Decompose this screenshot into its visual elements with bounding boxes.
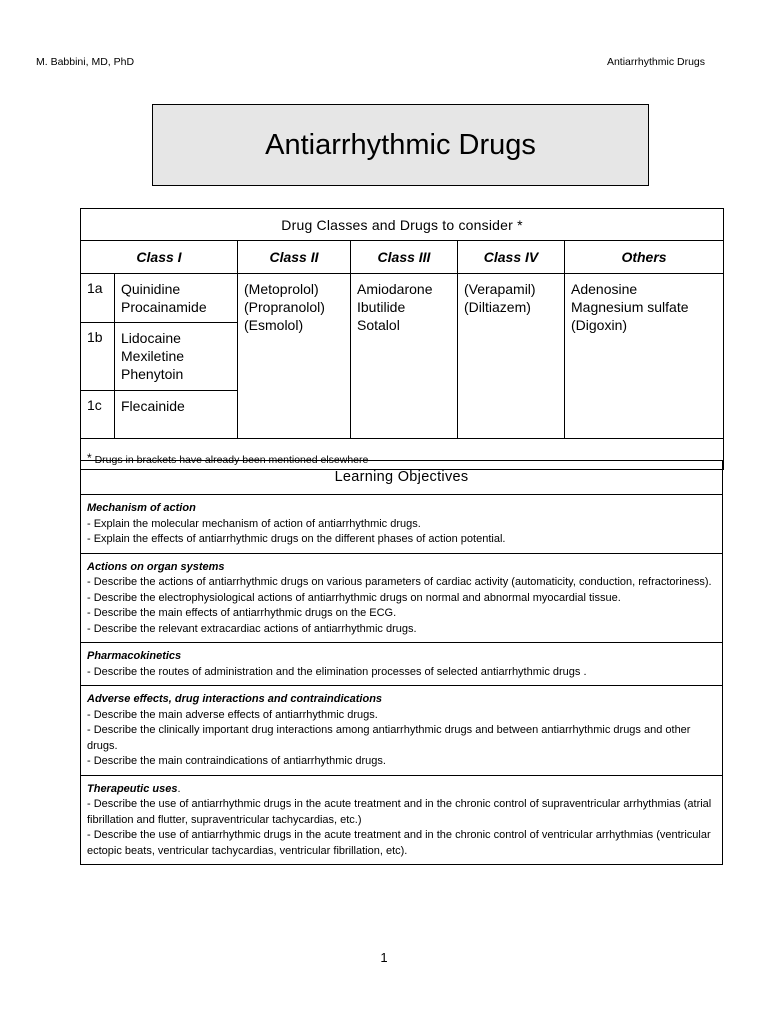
table-caption: Drug Classes and Drugs to consider * <box>81 209 724 241</box>
section-heading: Mechanism of action <box>87 502 196 514</box>
subclass-drugs-1c <box>115 391 238 439</box>
subclass-drugs-1b <box>115 323 238 391</box>
column-header-class-2: Class II <box>238 241 351 274</box>
objective-line: - Describe the routes of administration and the elimination processes of selected antiarrhythmic drugs . <box>87 665 587 678</box>
objective-line: - Describe the actions of antiarrhythmic drugs on various parameters of cardiac activity (automaticity, conduction, refractoriness). <box>87 576 712 588</box>
subclass-drugs-1a <box>115 274 238 323</box>
section-heading: Actions on organ systems <box>87 560 225 573</box>
objective-line: - Explain the molecular mechanism of action of antiarrhythmic drugs. <box>87 517 421 530</box>
objective-line: - Describe the main adverse effects of antiarrhythmic drugs. <box>87 708 378 721</box>
objective-line: - Describe the relevant extracardiac actions of antiarrhythmic drugs. <box>87 622 417 635</box>
drug-name: Quinidine <box>121 281 181 297</box>
section-heading: Therapeutic uses <box>87 782 178 795</box>
objective-line: - Describe the clinically important drug interactions among antiarrhythmic drugs and between antiarrhythmic drugs and other drugs. <box>87 724 691 752</box>
section-heading: Pharmacokinetics <box>87 650 182 662</box>
class-4-drugs <box>458 274 565 439</box>
objective-section-mechanism <box>81 495 722 554</box>
drug-name: Mexiletine <box>121 348 185 364</box>
subclass-label-1a: 1a <box>81 274 115 323</box>
class-3-drugs <box>351 274 458 439</box>
objective-section-pharmacokinetics <box>81 643 722 686</box>
drug-name: Flecainide <box>121 398 185 414</box>
objective-line: - Describe the main contraindications of antiarrhythmic drugs. <box>87 755 386 767</box>
drug-name: Adenosine <box>571 281 638 297</box>
section-heading: Adverse effects, drug interactions and contraindications <box>87 693 383 705</box>
objective-section-organ-systems <box>81 554 722 644</box>
learning-objectives-title: Learning Objectives <box>81 461 722 495</box>
drug-name: (Esmolol) <box>244 317 304 333</box>
drug-name: Sotalol <box>357 317 400 333</box>
title-box <box>152 104 649 186</box>
drug-name: (Metoprolol) <box>244 281 319 297</box>
running-header-topic: Antiarrhythmic Drugs <box>606 56 705 68</box>
objective-line: - Describe the main effects of antiarrhythmic drugs on the ECG. <box>87 607 397 619</box>
footnote-text: Drugs in brackets have already been mentioned elsewhere <box>94 454 369 466</box>
column-header-class-3: Class III <box>351 241 458 274</box>
drug-classes-table <box>80 208 724 470</box>
class-2-drugs <box>238 274 351 439</box>
drug-name: Lidocaine <box>121 330 181 346</box>
page-number: 1 <box>380 950 388 965</box>
column-header-class-1: Class I <box>81 241 238 274</box>
drug-name: Phenytoin <box>121 366 184 382</box>
footnote-mark: * <box>87 451 92 465</box>
learning-objectives-box <box>80 460 723 865</box>
drug-name: (Digoxin) <box>571 317 628 333</box>
drug-name: Magnesium sulfate <box>571 299 689 315</box>
drug-name: (Propranolol) <box>244 299 325 315</box>
column-header-class-4: Class IV <box>458 241 565 274</box>
objective-section-therapeutic-uses <box>81 776 722 865</box>
drug-name: Procainamide <box>121 299 207 315</box>
objective-line: - Describe the use of antiarrhythmic drugs in the acute treatment and in the chronic control of supraventricular arrhythmias (atrial fibrillation and flutter, supraventricular tachycardias, etc.) <box>87 798 712 826</box>
objective-line: - Explain the effects of antiarrhythmic drugs on the different phases of action potential. <box>87 533 506 545</box>
page-title: Antiarrhythmic Drugs <box>265 128 536 161</box>
running-header-author: M. Babbini, MD, PhD <box>36 56 135 68</box>
objective-line: - Describe the use of antiarrhythmic drugs in the acute treatment and in the chronic control of ventricular arrhythmias (ventricular ectopic beats, ventricular tachycardias, ventricular fibrillation, etc). <box>87 829 711 857</box>
drug-name: (Diltiazem) <box>464 299 531 315</box>
subclass-label-1c: 1c <box>81 391 115 439</box>
column-header-others: Others <box>565 241 724 274</box>
subclass-label-1b: 1b <box>81 323 115 391</box>
drug-name: (Verapamil) <box>464 281 536 297</box>
heading-suffix: . <box>177 782 181 795</box>
others-drugs <box>565 274 724 439</box>
objective-line: - Describe the electrophysiological actions of antiarrhythmic drugs on normal and abnormal myocardial tissue. <box>87 591 621 604</box>
drug-name: Amiodarone <box>357 281 433 297</box>
drug-name: Ibutilide <box>357 299 406 315</box>
objective-section-adverse-effects <box>81 686 722 776</box>
section-heading-line <box>87 782 716 798</box>
